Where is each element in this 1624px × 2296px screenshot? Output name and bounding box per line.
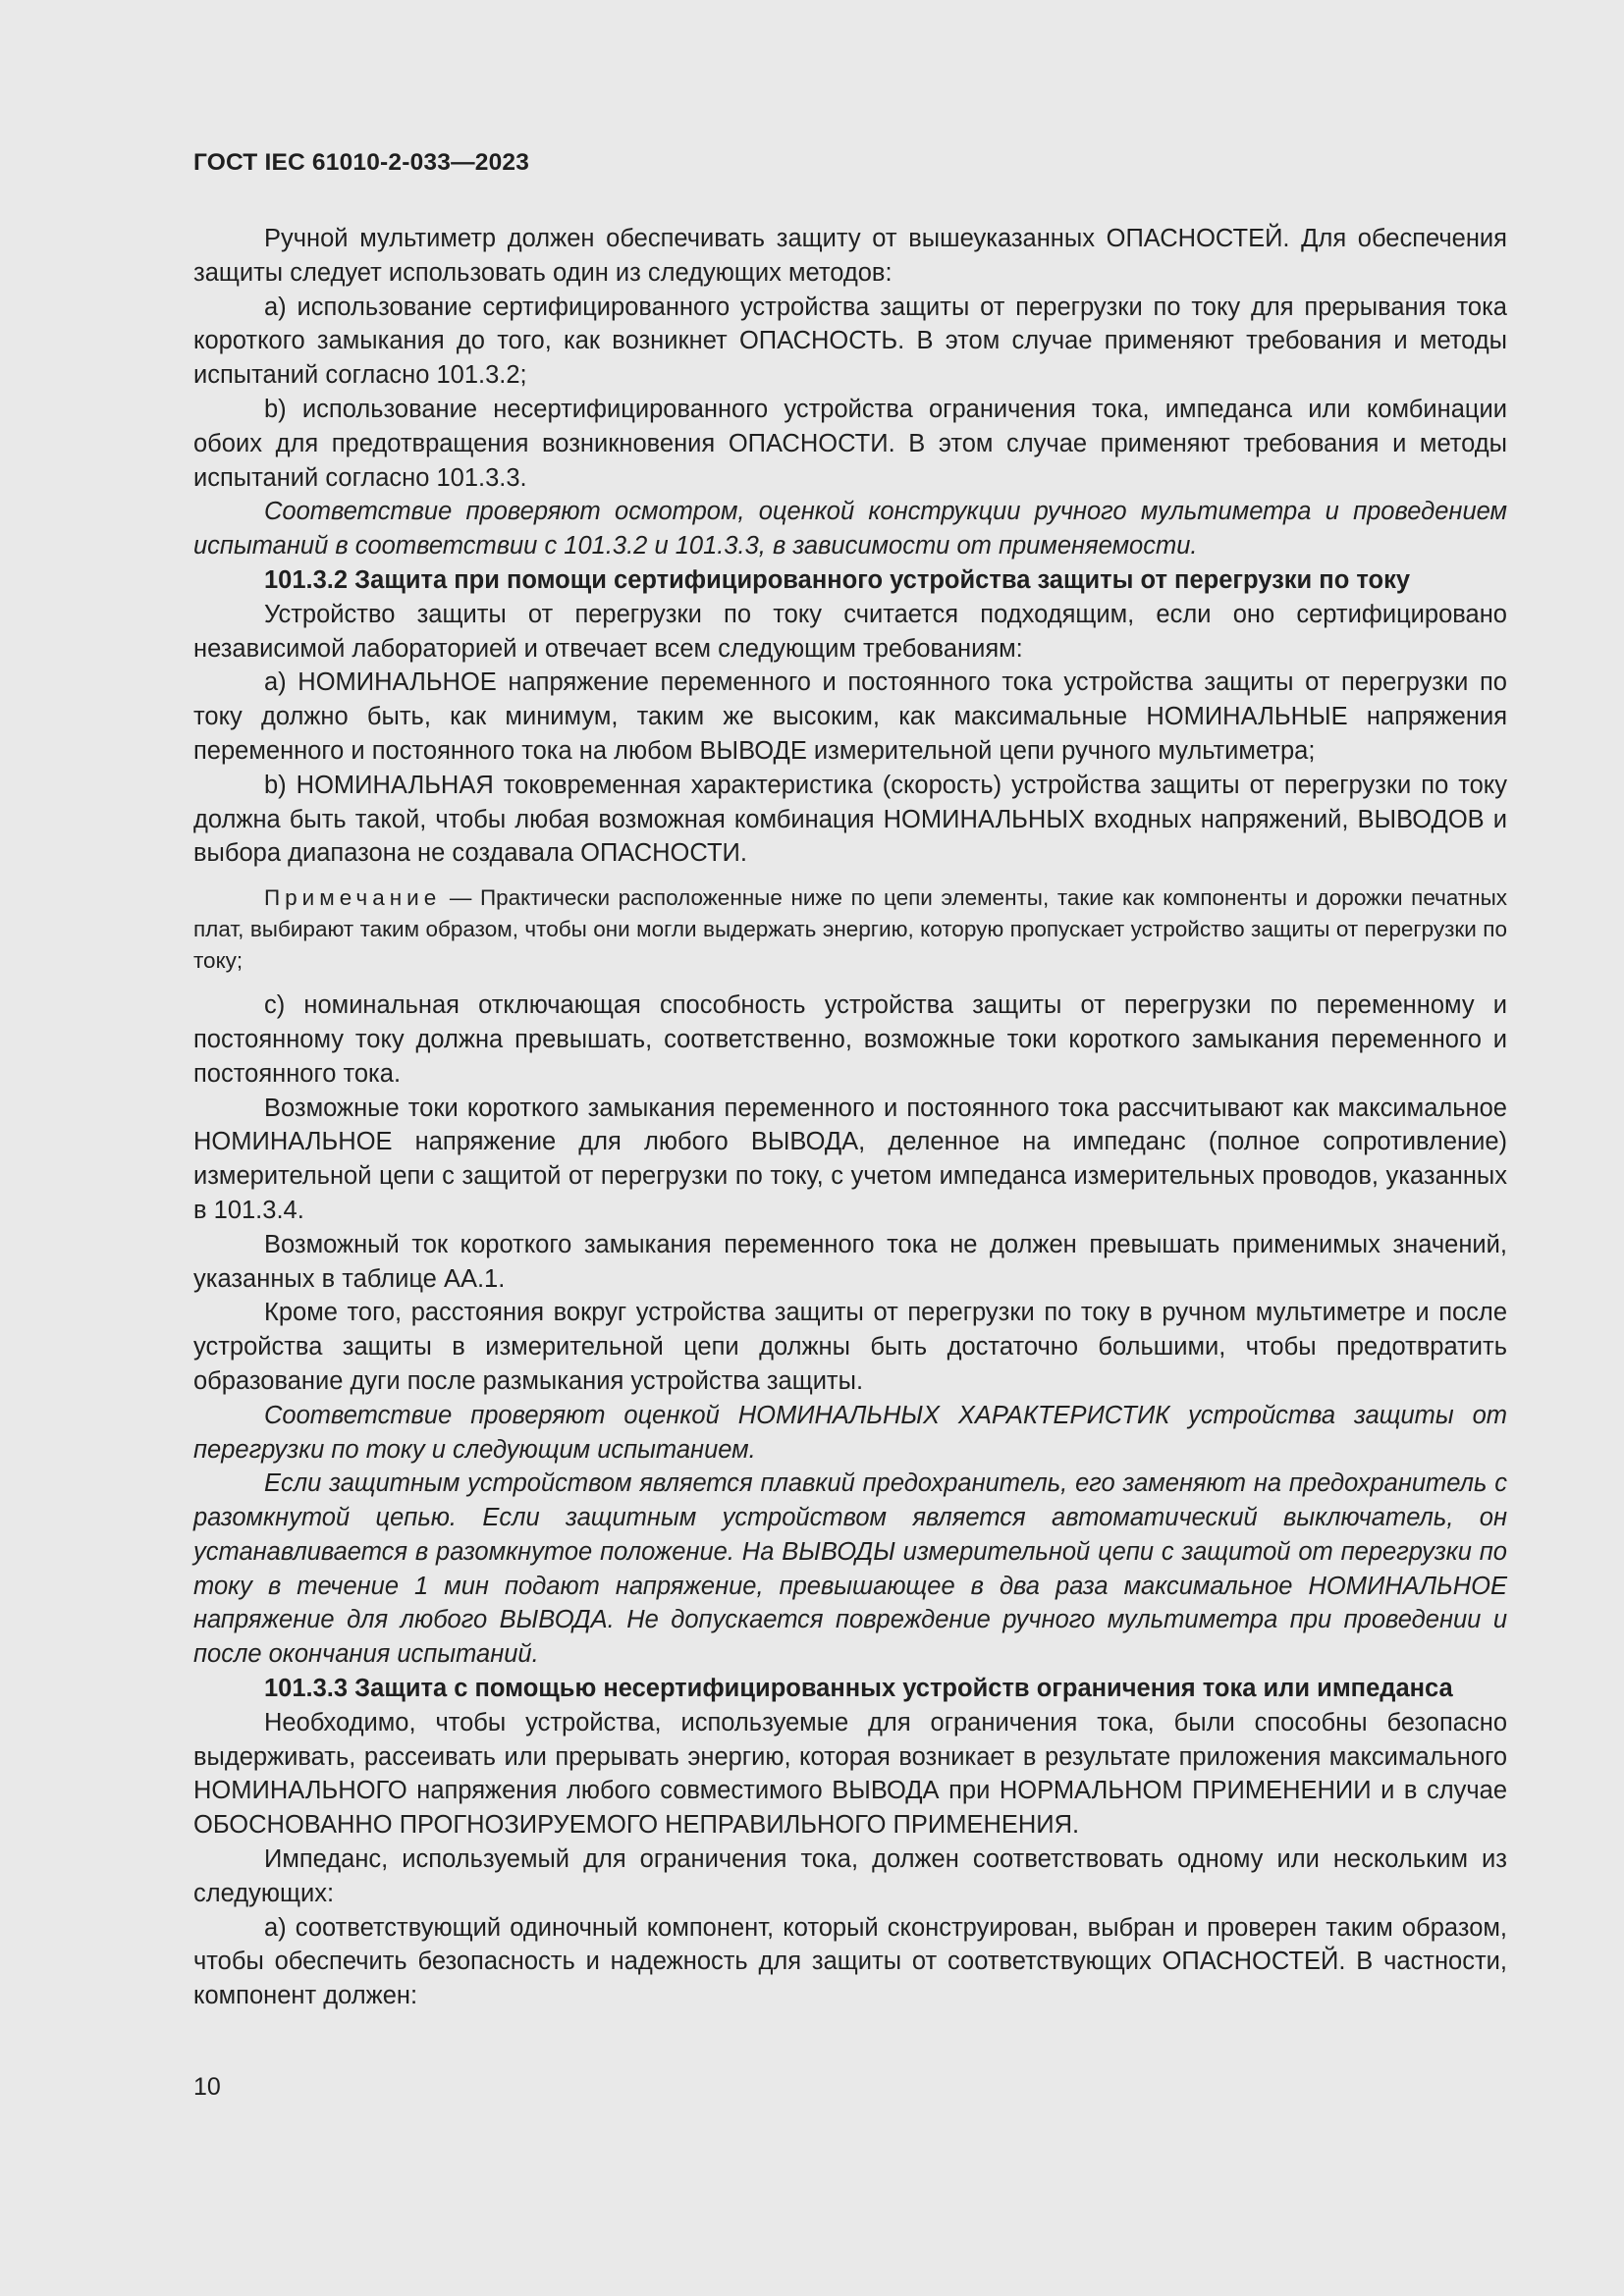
compliance-paragraph: Соответствие проверяют оценкой НОМИНАЛЬНЫХ ХАРАКТЕРИСТИК устройства защиты от перегрузки по току и следующим испытанием. [193, 1401, 1507, 1464]
paragraph: Ручной мультиметр должен обеспечивать защиту от вышеуказанных ОПАСНОСТЕЙ. Для обеспечения защиты следует использовать один из следующих методов: [193, 225, 1507, 287]
paragraph: Необходимо, чтобы устройства, используемые для ограничения тока, были способны безопасно выдерживать, рассеивать или прерывать энергию, которая возникает в результате приложения максимального НОМИНАЛЬНОГО напряжения любого совместимого ВЫВОДА при НОРМАЛЬНОМ ПРИМЕНЕНИИ и в случае ОБОСНОВАННО ПРОГНОЗИРУЕМОГО НЕПРАВИЛЬНОГО ПРИМЕНЕНИЯ. [193, 1708, 1507, 1840]
paragraph: Возможные токи короткого замыкания переменного и постоянного тока рассчитывают как максимальное НОМИНАЛЬНОЕ напряжение для любого ВЫВОДА, деленное на импеданс (полное сопротивление) измерительной цепи с защитой от перегрузки по току, с учетом импеданса измерительных проводов, указанных в 101.3.4. [193, 1094, 1507, 1224]
list-item-c: c) номинальная отключающая способность устройства защиты от перегрузки по переменному и постоянному току должна превышать, соответственно, возможные токи короткого замыкания переменного и постоянного тока. [193, 991, 1507, 1088]
list-item-a: a) использование сертифицированного устройства защиты от перегрузки по току для прерывания тока короткого замыкания до того, как возникнет ОПАСНОСТЬ. В этом случае применяют требования и методы испытаний согласно 101.3.2; [193, 293, 1507, 390]
section-heading-101-3-3: 101.3.3 Защита с помощью несертифицированных устройств ограничения тока или импеданса [264, 1675, 1453, 1703]
note [193, 882, 1507, 977]
paragraph: Возможный ток короткого замыкания переменного тока не должен превышать применимых значений, указанных в таблице АА.1. [193, 1230, 1507, 1293]
test-procedure-paragraph: Если защитным устройством является плавкий предохранитель, его заменяют на предохранитель с разомкнутой цепью. Если защитным устройством является автоматический выключатель, он устанавливается в разомкнутое положение. На ВЫВОДЫ измерительной цепи с защитой от перегрузки по току в течение 1 мин подают напряжение, превышающее в два раза максимальное НОМИНАЛЬНОЕ напряжение для любого ВЫВОДА. Не допускается повреждение ручного мультиметра при проведении и после окончания испытаний. [193, 1469, 1507, 1669]
list-item-b: b) использование несертифицированного устройства ограничения тока, импеданса или комбинации обоих для предотвращения возникновения ОПАСНОСТИ. В этом случае применяют требования и методы испытаний согласно 101.3.3. [193, 395, 1507, 492]
paragraph: Импеданс, используемый для ограничения тока, должен соответствовать одному или нескольким из следующих: [193, 1845, 1507, 1907]
list-item-b: b) НОМИНАЛЬНАЯ токовременная характеристика (скорость) устройства защиты от перегрузки по току должна быть такой, чтобы любая возможная комбинация НОМИНАЛЬНЫХ входных напряжений, ВЫВОДОВ и выбора диапазона не создавала ОПАСНОСТИ. [193, 771, 1507, 868]
note-label: Примечание [264, 885, 442, 911]
section-heading-101-3-2: 101.3.2 Защита при помощи сертифицированного устройства защиты от перегрузки по току [264, 565, 1411, 594]
list-item-a: a) соответствующий одиночный компонент, который сконструирован, выбран и проверен таким образом, чтобы обеспечить безопасность и надежность для защиты от соответствующих ОПАСНОСТЕЙ. В частности, компонент должен: [193, 1913, 1507, 2010]
paragraph: Кроме того, расстояния вокруг устройства защиты от перегрузки по току в ручном мультиметре и после устройства защиты в измерительной цепи должны быть достаточно большими, чтобы предотвратить образование дуги после размыкания устройства защиты. [193, 1299, 1507, 1395]
note-text: — Практически расположенные ниже по цепи элементы, такие как компоненты и дорожки печатных плат, выбирают таким образом, чтобы они могли выдержать энергию, которую пропускает устройство защиты от перегрузки по току; [193, 885, 1507, 974]
list-item-a: a) НОМИНАЛЬНОЕ напряжение переменного и постоянного тока устройства защиты от перегрузки по току должно быть, как минимум, таким же высоким, как максимальные НОМИНАЛЬНЫЕ напряжения переменного и постоянного тока на любом ВЫВОДЕ измерительной цепи ручного мультиметра; [193, 668, 1507, 765]
document-body [193, 222, 1507, 2013]
compliance-paragraph: Соответствие проверяют осмотром, оценкой конструкции ручного мультиметра и проведением испытаний в соответствии с 101.3.2 и 101.3.3, в зависимости от применяемости. [193, 498, 1507, 561]
document-header: ГОСТ IEC 61010-2-033—2023 [193, 149, 530, 176]
page-number: 10 [193, 2073, 221, 2101]
paragraph: Устройство защиты от перегрузки по току считается подходящим, если оно сертифицировано независимой лабораторией и отвечает всем следующим требованиям: [193, 600, 1507, 663]
